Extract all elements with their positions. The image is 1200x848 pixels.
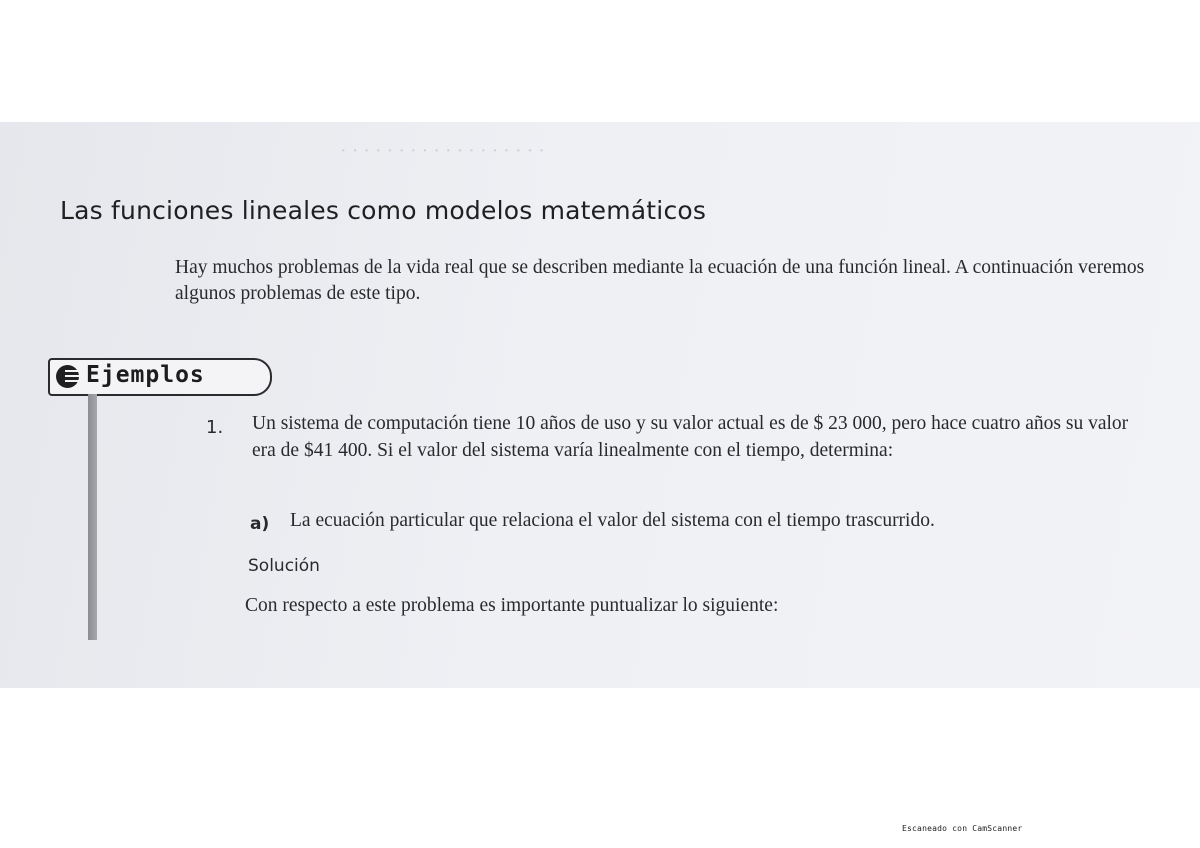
problem-text: Un sistema de computación tiene 10 años de uso y su valor actual es de $ 23 000, pero hace cuatro años su valor era de $41 400. Si el valor del sistema varía linealmente con el tiempo, determina: [252,413,1129,461]
bleed-through-text: · · · · · · · · · · · · · · · · · · [340,140,545,162]
item-letter: a) [250,514,270,534]
solution-text: Con respecto a este problema es importante puntualizar lo siguiente: [245,595,779,616]
scanner-watermark: Escaneado con CamScanner [902,824,1023,833]
badge-label: Ejemplos [86,362,205,388]
page-title: Las funciones lineales como modelos matemáticos [60,196,707,225]
scanned-page [0,122,1200,688]
solution-heading: Solución [248,556,320,576]
examples-badge [48,358,272,396]
example-number: 1. [206,417,224,438]
example-problem [252,410,1152,464]
example-margin-bar [88,394,97,640]
badge-logo-icon [56,365,79,388]
item-text: La ecuación particular que relaciona el valor del sistema con el tiempo trascurrido. [290,510,935,531]
intro-text: Hay muchos problemas de la vida real que se describen mediante la ecuación de una función lineal. A continuación veremos algunos problemas de este tipo. [175,257,1145,304]
intro-paragraph [175,255,1150,307]
